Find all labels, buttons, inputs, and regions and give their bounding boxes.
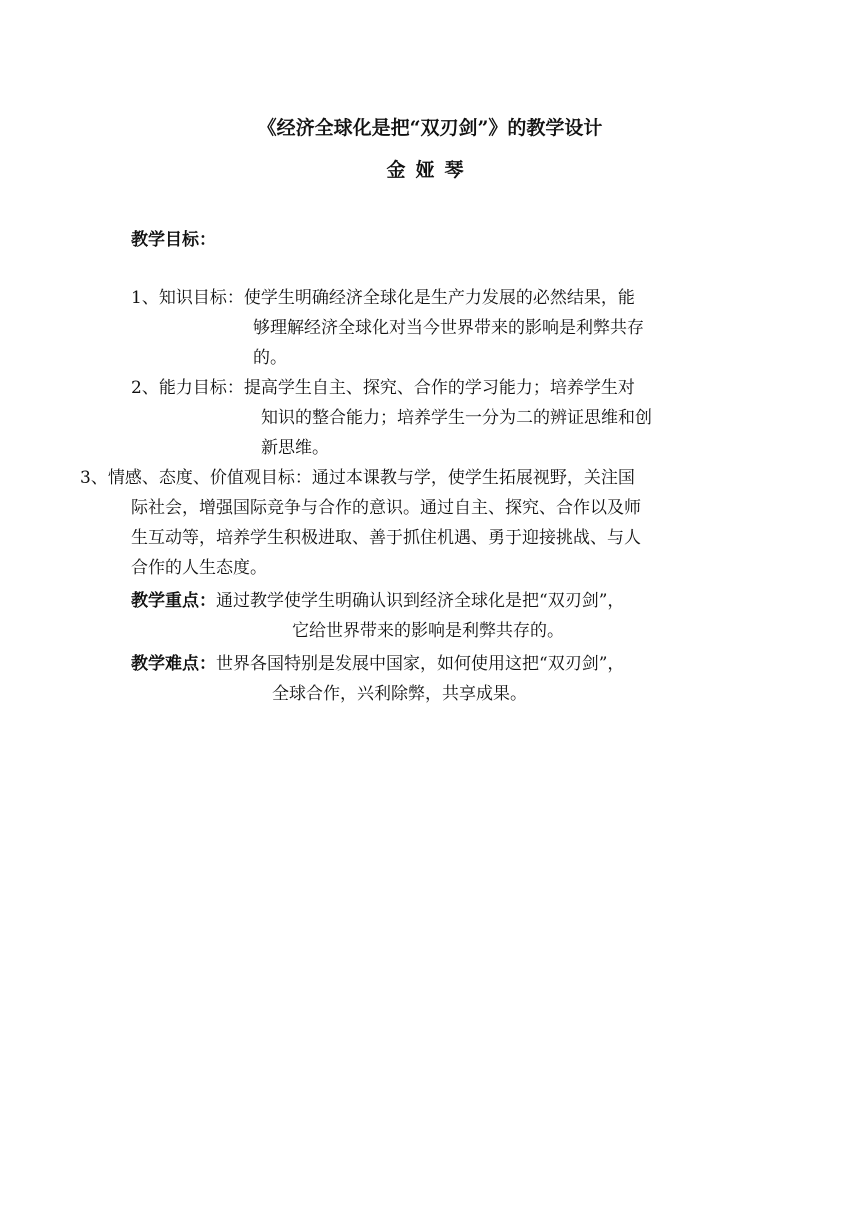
difficulty-label: 教学难点： [131, 654, 216, 674]
emotion-objective-line-3: 生互动等，培养学生积极进取、善于抓住机遇、勇于迎接挑战、与人 [131, 528, 641, 548]
emotion-objective-line-4: 合作的人生态度。 [131, 558, 267, 578]
key-point-text: 通过教学使学生明确认识到经济全球化是把“双刃剑”， [216, 591, 625, 611]
difficulty-text: 世界各国特别是发展中国家，如何使用这把“双刃剑”， [216, 654, 625, 674]
ability-objective-line-2: 知识的整合能力；培养学生一分为二的辨证思维和创 [261, 408, 652, 428]
knowledge-objective-line-3: 的。 [253, 348, 287, 368]
ability-objective-line-3: 新思维。 [261, 438, 329, 458]
ability-objective-line-1: 2、能力目标：提高学生自主、探究、合作的学习能力；培养学生对 [131, 378, 635, 398]
objectives-heading: 教学目标： [131, 230, 216, 250]
emotion-objective-line-2: 际社会，增强国际竞争与合作的意识。通过自主、探究、合作以及师 [131, 498, 641, 518]
key-point-line-1 [131, 586, 624, 616]
emotion-objective-line-1: 3、情感、态度、价值观目标：通过本课教与学，使学生拓展视野，关注国 [80, 468, 635, 488]
document-title: 《经济全球化是把“双刃剑”》的教学设计 [257, 117, 603, 139]
difficulty-line-1 [131, 649, 624, 679]
difficulty-line-2: 全球合作，兴利除弊，共享成果。 [272, 684, 527, 704]
key-point-label: 教学重点： [131, 591, 216, 611]
key-point-line-2: 它给世界带来的影响是利弊共存的。 [292, 621, 564, 641]
document-author: 金娅琴 [386, 159, 474, 181]
knowledge-objective-line-2: 够理解经济全球化对当今世界带来的影响是利弊共存 [253, 318, 644, 338]
knowledge-objective-line-1: 1、知识目标：使学生明确经济全球化是生产力发展的必然结果，能 [131, 288, 635, 308]
